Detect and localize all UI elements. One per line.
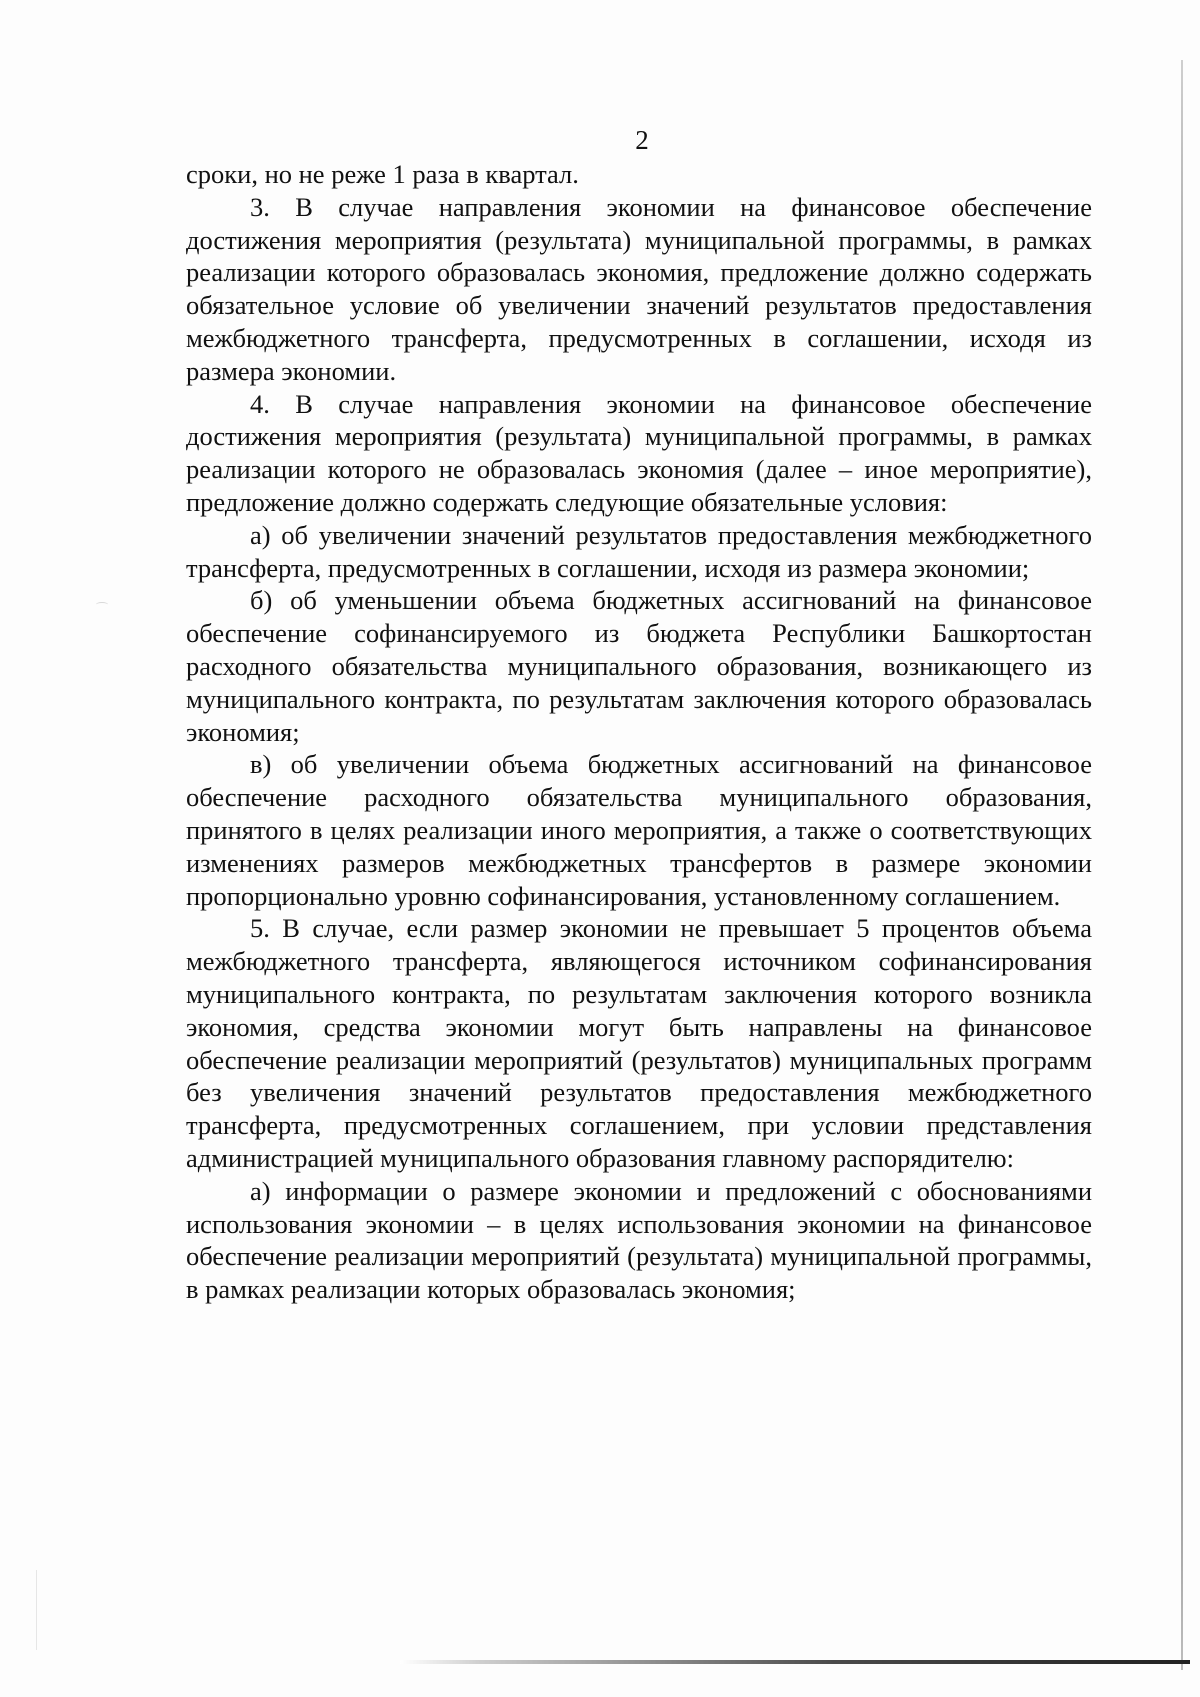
paragraph-item-4c: в) об увеличении объема бюджетных ассигнований на финансовое обеспечение расходного обязательства муниципального образования, принятого в целях реализации иного мероприятия, а также о соответствующих изменениях размеров межбюджетных трансфертов в размере экономии пропорционально уровню софинансирования, установленному соглашением. — [186, 749, 1092, 911]
paragraph-item-4a: а) об увеличении значений результатов предоставления межбюджетного трансферта, предусмотренных в соглашении, исходя из размера экономии; — [186, 519, 1092, 583]
scan-edge-right — [1181, 60, 1183, 1670]
document-body — [186, 158, 1092, 1306]
page-number: 2 — [635, 125, 649, 155]
paragraph-item-4: 4. В случае направления экономии на финансовое обеспечение достижения мероприятия (результата) муниципальной программы, в рамках реализации которого не образовалась экономия (далее – иное мероприятие), предложение должно содержать следующие обязательные условия: — [186, 388, 1092, 517]
scan-edge-left — [36, 1570, 37, 1650]
scan-artifact — [96, 602, 108, 607]
paragraph-item-5: 5. В случае, если размер экономии не превышает 5 процентов объема межбюджетного трансферта, являющегося источником софинансирования муниципального контракта, по результатам заключения которого возникла экономия, средства экономии могут быть направлены на финансовое обеспечение реализации мероприятий (результатов) муниципальных программ без увеличения значений результатов предоставления межбюджетного трансферта, предусмотренных соглашением, при условии представления администрацией муниципального образования главному распорядителю: — [186, 913, 1092, 1173]
scan-edge-bottom — [400, 1660, 1190, 1664]
paragraph-item-3: 3. В случае направления экономии на финансовое обеспечение достижения мероприятия (результата) муниципальной программы, в рамках реализации которого образовалась экономия, предложение должно содержать обязательное условие об увеличении значений результатов предоставления межбюджетного трансферта, предусмотренных в соглашении, исходя из размера экономии. — [186, 191, 1092, 386]
paragraph-continuation: сроки, но не реже 1 раза в квартал. — [186, 159, 579, 189]
paragraph-item-5a: а) информации о размере экономии и предложений с обоснованиями использования экономии – в целях использования экономии на финансовое обеспечение реализации мероприятий (результата) муниципальной программы, в рамках реализации которых образовалась экономия; — [186, 1175, 1092, 1305]
paragraph-item-4b: б) об уменьшении объема бюджетных ассигнований на финансовое обеспечение софинансируемого из бюджета Республики Башкортостан расходного обязательства муниципального образования, возникающего из муниципального контракта, по результатам заключения которого образовалась экономия; — [186, 585, 1092, 747]
